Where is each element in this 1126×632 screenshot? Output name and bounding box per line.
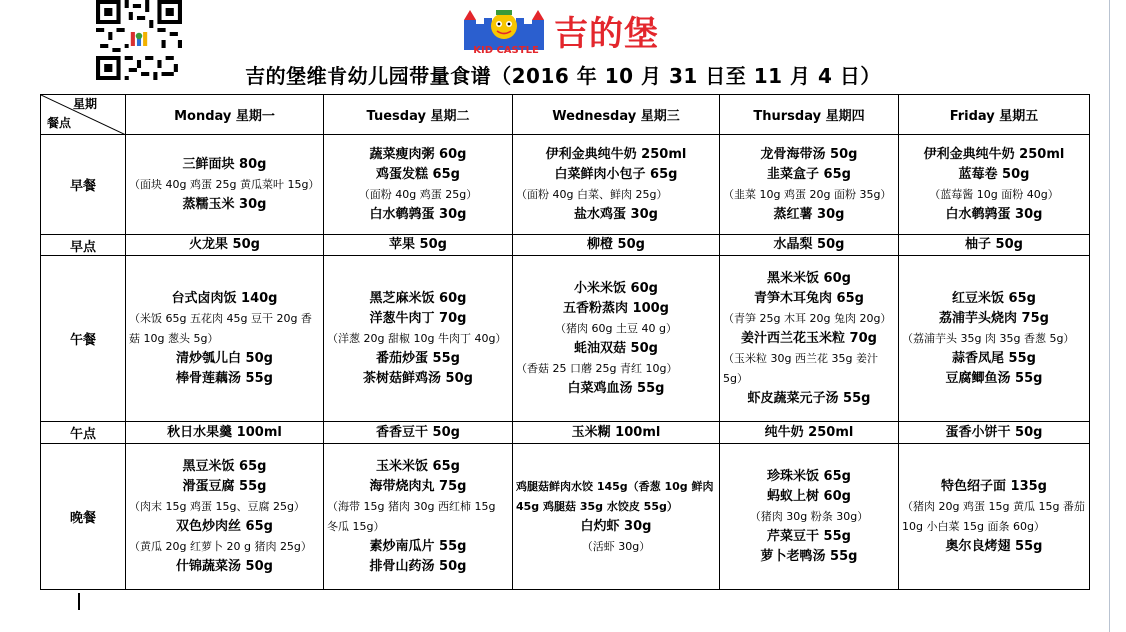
dinner-wednesday [513,444,720,590]
breakfast-row [41,135,1090,235]
dish-item: 萝卜老鸭汤 55g [760,548,858,564]
dish-item: 姜汁西兰花玉米粒 70g [741,330,877,346]
afternoon-snack-tuesday: 香香豆干 50g [324,422,513,444]
dish-item: 蒜香凤尾 55g [952,350,1036,366]
dish-note: （活虾 30g） [581,539,651,553]
dish-item: 滑蛋豆腐 55g [182,478,267,494]
dish-item: 三鲜面块 80g [182,156,267,172]
dish-item: 蚂蚁上树 60g [767,488,851,504]
dinner-thursday [720,444,899,590]
afternoon-snack-wednesday: 玉米糊 100ml [513,422,720,444]
meal-label-afternoon-snack: 午点 [41,422,126,444]
dish-item: 白菜鲜肉小包子 65g [554,166,678,182]
morning-snack-monday: 火龙果 50g [126,235,324,256]
dish-item: 虾皮蔬菜元子汤 55g [747,390,871,406]
dish-item: 蚝油双菇 50g [574,340,658,356]
afternoon-snack-thursday: 纯牛奶 250ml [720,422,899,444]
meal-label-lunch: 午餐 [41,256,126,422]
dish-note: （面粉 40g 白菜、鲜肉 25g） [516,187,668,201]
lunch-wednesday [513,256,720,422]
morning-snack-tuesday: 苹果 50g [324,235,513,256]
dish-item: 蔬菜瘦肉粥 60g [369,146,467,162]
dish-item: 双色炒肉丝 65g [176,518,273,534]
dinner-row [41,444,1090,590]
dish-item: 白水鹌鹑蛋 30g [945,206,1043,222]
dish-item: 小米米饭 60g [574,280,658,296]
dish-note: （面粉 40g 鸡蛋 25g） [358,187,478,201]
afternoon-snack-monday: 秋日水果羹 100ml [126,422,324,444]
dish-item: 韭菜盒子 65g [767,166,851,182]
day-header-tuesday: Tuesday 星期二 [324,95,513,135]
dish-item: 鸡蛋发糕 65g [376,166,460,182]
dish-item: 白菜鸡血汤 55g [567,380,665,396]
page-title: 吉的堡维肯幼儿园带量食谱（2016 年 10 月 31 日至 11 月 4 日） [245,64,881,88]
dish-note: （肉末 15g 鸡蛋 15g、豆腐 25g） [129,499,305,513]
dish-item: 奥尔良烤翅 55g [945,538,1043,554]
dinner-tuesday [324,444,513,590]
dish-item: 清炒瓠儿白 50g [176,350,273,366]
dish-item: 特色绍子面 135g [941,478,1047,494]
afternoon-snack-row [41,422,1090,444]
dish-item: 排骨山药汤 50g [369,558,467,574]
morning-snack-thursday: 水晶梨 50g [720,235,899,256]
dish-item: 伊利金典纯牛奶 250ml [923,146,1065,162]
dish-item: 海带烧肉丸 75g [369,478,467,494]
day-header-monday: Monday 星期一 [126,95,324,135]
dish-item: 蒸红薯 30g [773,206,845,222]
meal-label-morning-snack: 早点 [41,235,126,256]
dish-item: 棒骨莲藕汤 55g [176,370,273,386]
logo-brand-cn: 吉的堡 [554,14,659,54]
breakfast-friday [899,135,1090,235]
dish-item: 洋葱牛肉丁 70g [369,310,467,326]
dish-item: 白灼虾 30g [580,518,652,534]
day-header-wednesday: Wednesday 星期三 [513,95,720,135]
header-row [41,95,1090,135]
dish-item: 台式卤肉饭 140g [171,290,278,306]
dish-item: 珍珠米饭 65g [767,468,851,484]
dish-note: （猪肉 30g 粉条 30g） [749,509,869,523]
dish-item: 芹菜豆干 55g [767,528,851,544]
day-header-thursday: Thursday 星期四 [720,95,899,135]
dish-note: （荔浦芋头 35g 肉 35g 香葱 5g） [902,331,1075,345]
dish-item: 豆腐鲫鱼汤 55g [945,370,1043,386]
morning-snack-row [41,235,1090,256]
meal-label-dinner: 晚餐 [41,444,126,590]
dinner-monday [126,444,324,590]
afternoon-snack-friday: 蛋香小饼干 50g [899,422,1090,444]
lunch-tuesday [324,256,513,422]
dish-note: （香菇 25 口蘑 25g 青红 10g） [516,361,678,375]
dish-item: 五香粉蒸肉 100g [563,300,669,316]
dish-note: （洋葱 20g 甜椒 10g 牛肉丁 40g） [327,331,507,345]
dish-note: （米饭 65g 五花肉 45g 豆干 20g 香菇 10g 葱头 5g） [129,311,312,345]
dish-item: 黑芝麻米饭 60g [369,290,467,306]
breakfast-thursday [720,135,899,235]
dish-note: （蓝莓酱 10g 面粉 40g） [929,187,1059,201]
dish-item: 什锦蔬菜汤 50g [176,558,273,574]
dish-note: （猪肉 60g 土豆 40 g） [555,321,677,335]
dish-note: （猪肉 20g 鸡蛋 15g 黄瓜 15g 番茄 10g 小白菜 15g 面条 60g） [902,499,1085,533]
breakfast-wednesday [513,135,720,235]
logo-brand-en: KID CASTLE [473,45,539,56]
dish-note: （海带 15g 猪肉 30g 西红柿 15g 冬瓜 15g） [327,499,496,533]
lunch-monday [126,256,324,422]
dish-item: 盐水鸡蛋 30g [574,206,658,222]
menu-table [40,94,1090,590]
dish-item: 伊利金典纯牛奶 250ml [545,146,687,162]
dish-item: 荔浦芋头烧肉 75g [939,310,1049,326]
dish-item: 黑米米饭 60g [767,270,851,286]
text-cursor[interactable] [78,593,80,610]
meal-label-breakfast: 早餐 [41,135,126,235]
lunch-friday [899,256,1090,422]
dish-item: 茶树菇鲜鸡汤 50g [363,370,473,386]
dish-note: （面块 40g 鸡蛋 25g 黄瓜菜叶 15g） [129,177,320,191]
kid-castle-logo [462,6,672,58]
dish-item: 番茄炒蛋 55g [376,350,460,366]
breakfast-monday [126,135,324,235]
dinner-friday [899,444,1090,590]
breakfast-tuesday [324,135,513,235]
corner-cell [41,95,126,135]
lunch-thursday [720,256,899,422]
lunch-row [41,256,1090,422]
day-header-friday: Friday 星期五 [899,95,1090,135]
dish-note: （玉米粒 30g 西兰花 35g 姜汁 5g） [723,351,878,385]
morning-snack-friday: 柚子 50g [899,235,1090,256]
dish-item: 红豆米饭 65g [952,290,1036,306]
dish-note: 鸡腿菇鲜肉水饺 145g（香葱 10g 鲜肉 45g 鸡腿菇 35g 水饺皮 55g） [516,479,714,513]
dish-item: 龙骨海带汤 50g [760,146,858,162]
dish-item: 白水鹌鹑蛋 30g [369,206,467,222]
page-margin [1110,0,1126,632]
dish-note: （青笋 25g 木耳 20g 兔肉 20g） [723,311,892,325]
dish-note: （黄瓜 20g 红萝卜 20 g 猪肉 25g） [129,539,312,553]
dish-item: 玉米米饭 65g [376,458,460,474]
corner-meal-label: 餐点 [47,116,72,130]
dish-item: 蓝莓卷 50g [958,166,1030,182]
morning-snack-wednesday: 柳橙 50g [513,235,720,256]
dish-note: （韭菜 10g 鸡蛋 20g 面粉 35g） [723,187,892,201]
dish-item: 青笋木耳兔肉 65g [754,290,864,306]
corner-day-label: 星期 [72,97,97,111]
dish-item: 素炒南瓜片 55g [369,538,467,554]
dish-item: 蒸糯玉米 30g [182,196,267,212]
dish-item: 黑豆米饭 65g [182,458,267,474]
